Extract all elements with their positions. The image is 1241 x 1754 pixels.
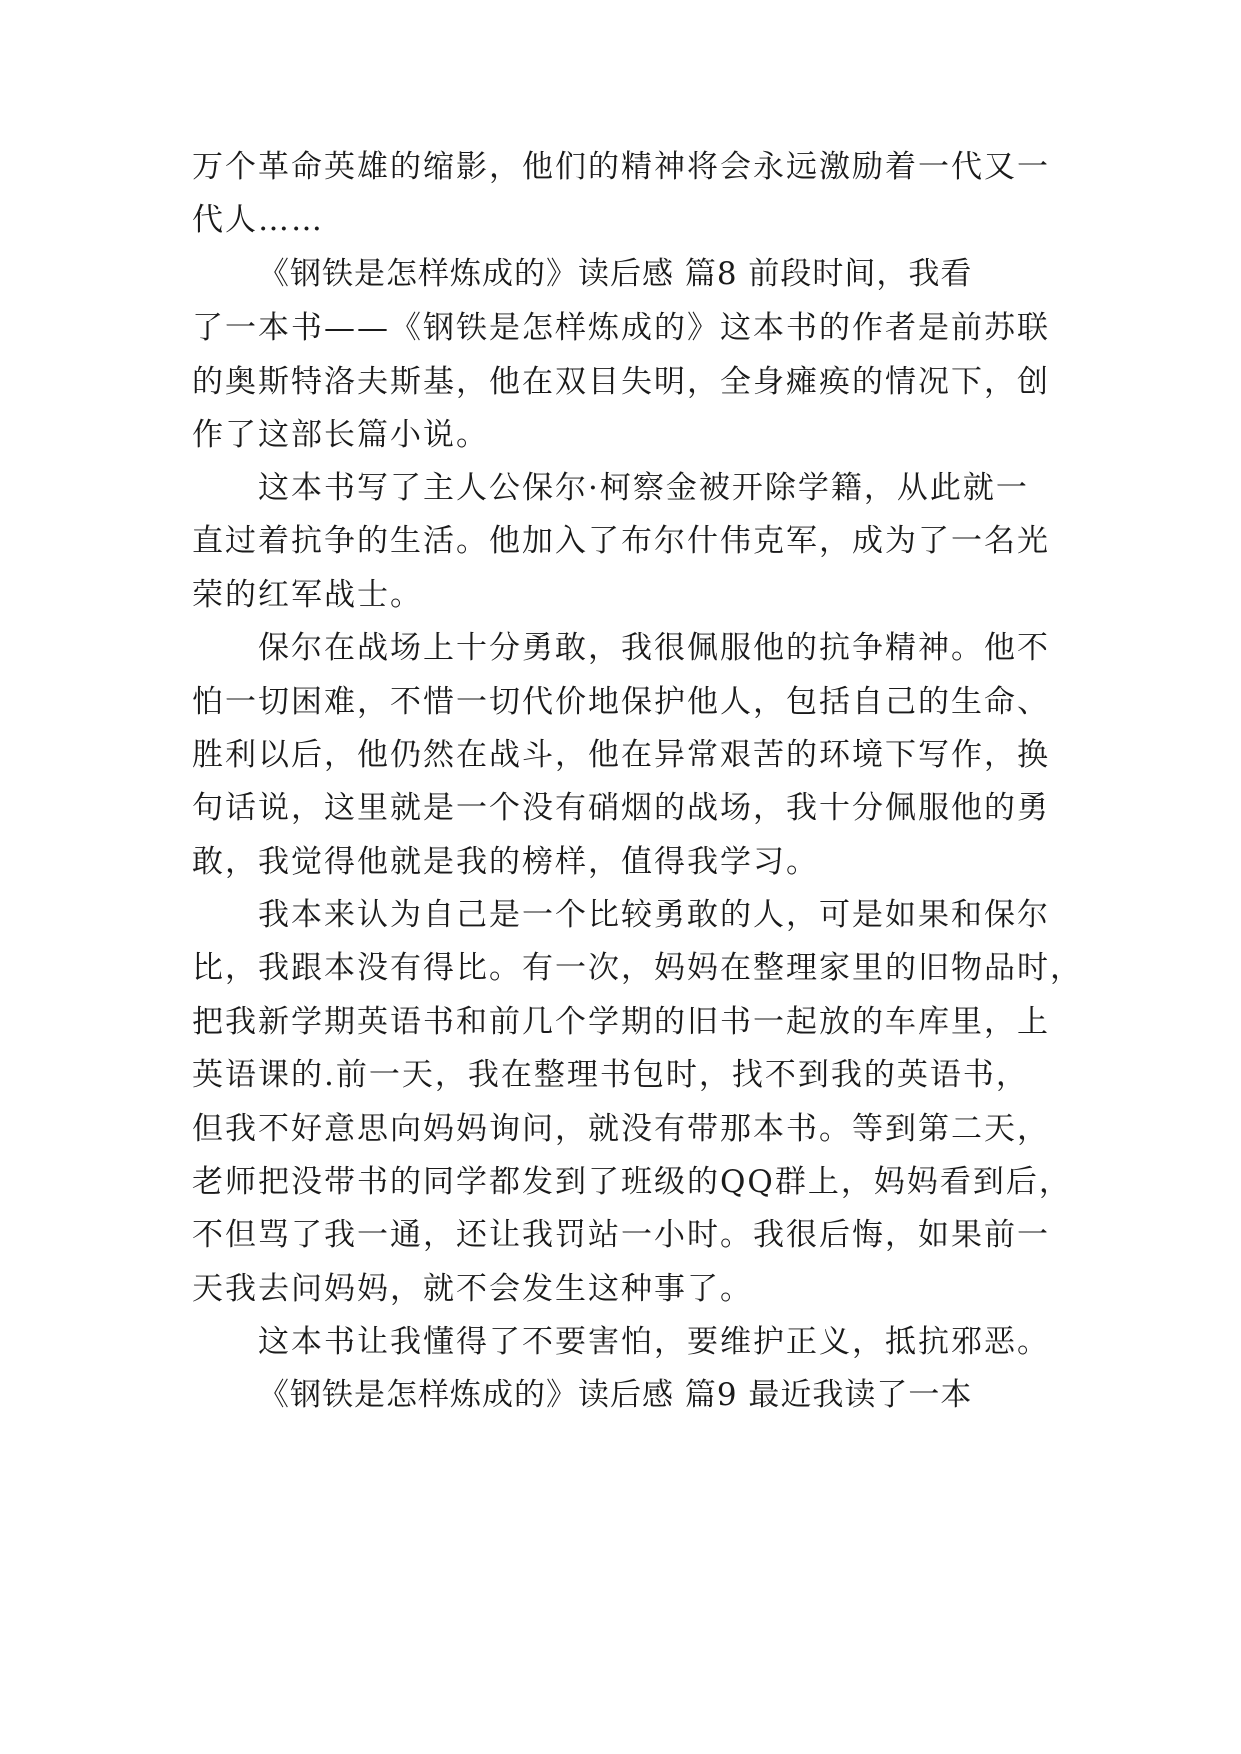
text-line: 比，我跟本没有得比。有一次，妈妈在整理家里的旧物品时， xyxy=(192,950,1083,986)
text-line: 万个革命英雄的缩影，他们的精神将会永远激励着一代又一 xyxy=(192,149,1050,185)
text-line: 我本来认为自己是一个比较勇敢的人，可是如果和保尔 xyxy=(258,897,1050,933)
text-line: 代人…… xyxy=(192,202,324,238)
text-line: 直过着抗争的生活。他加入了布尔什伟克军，成为了一名光 xyxy=(192,523,1050,559)
text-line: 的奥斯特洛夫斯基，他在双目失明，全身瘫痪的情况下，创 xyxy=(192,364,1050,400)
text-line: 天我去问妈妈，就不会发生这种事了。 xyxy=(192,1271,753,1307)
text-line: 但我不好意思向妈妈询问，就没有带那本书。等到第二天， xyxy=(192,1111,1050,1147)
text-line: 不但骂了我一通，还让我罚站一小时。我很后悔，如果前一 xyxy=(192,1217,1050,1253)
text-line: 荣的红军战士。 xyxy=(192,577,423,613)
section-heading-line: 《钢铁是怎样炼成的》读后感 篇9 最近我读了一本 xyxy=(258,1377,973,1413)
text-line: 这本书让我懂得了不要害怕，要维护正义，抵抗邪恶。 xyxy=(258,1324,1050,1360)
text-line: 英语课的.前一天，我在整理书包时，找不到我的英语书， xyxy=(192,1057,1029,1093)
text-line: 保尔在战场上十分勇敢，我很佩服他的抗争精神。他不 xyxy=(258,630,1050,666)
text-line: 胜利以后，他仍然在战斗，他在异常艰苦的环境下写作，换 xyxy=(192,737,1050,773)
text-line: 怕一切困难，不惜一切代价地保护他人，包括自己的生命、 xyxy=(192,684,1050,720)
text-line: 老师把没带书的同学都发到了班级的QQ群上，妈妈看到后， xyxy=(192,1164,1072,1200)
text-line: 作了这部长篇小说。 xyxy=(192,417,489,453)
text-line: 这本书写了主人公保尔·柯察金被开除学籍，从此就一 xyxy=(258,470,1029,506)
section-heading-line: 《钢铁是怎样炼成的》读后感 篇8 前段时间，我看 xyxy=(258,256,973,292)
text-line: 了一本书——《钢铁是怎样炼成的》这本书的作者是前苏联 xyxy=(192,310,1050,346)
text-line: 敢，我觉得他就是我的榜样，值得我学习。 xyxy=(192,844,819,880)
text-line: 把我新学期英语书和前几个学期的旧书一起放的车库里，上 xyxy=(192,1004,1050,1040)
text-line: 句话说，这里就是一个没有硝烟的战场，我十分佩服他的勇 xyxy=(192,790,1050,826)
